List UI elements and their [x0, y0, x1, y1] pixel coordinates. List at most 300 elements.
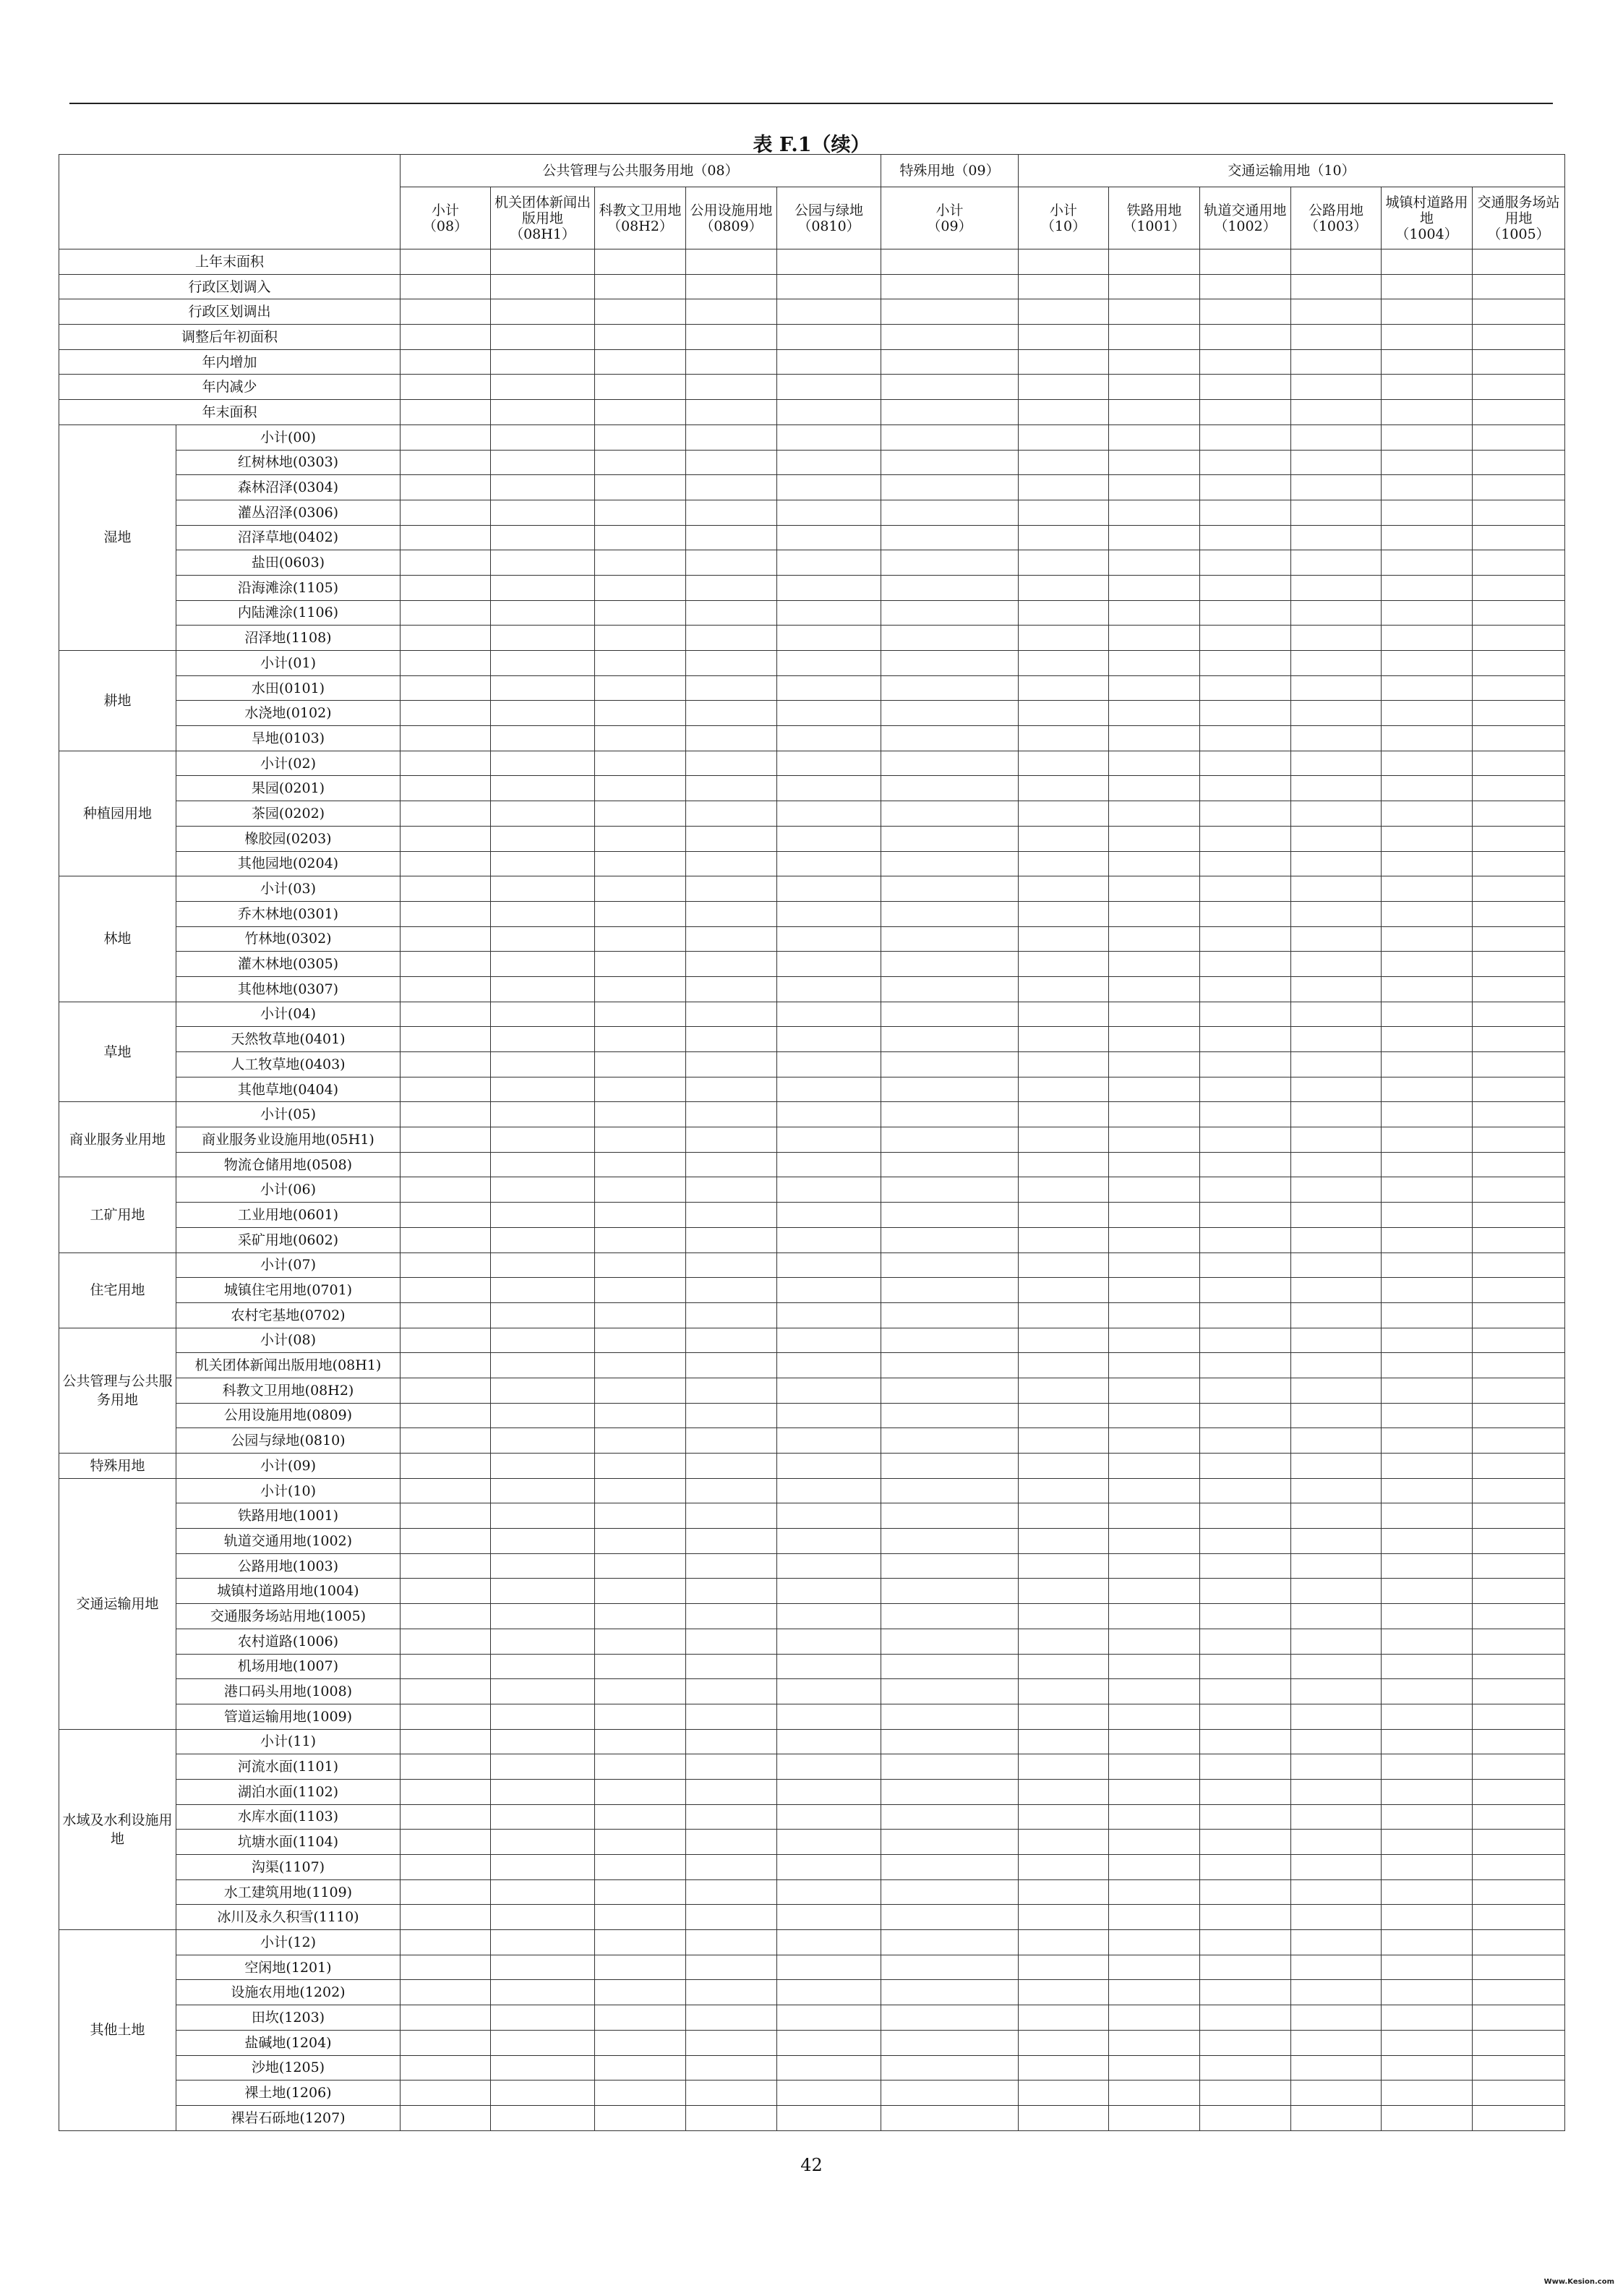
item-label: 其他园地(0204) — [176, 851, 401, 876]
data-cell — [1200, 675, 1291, 701]
data-cell — [1473, 1152, 1565, 1177]
data-cell — [1109, 1478, 1200, 1503]
data-cell — [595, 1754, 686, 1780]
data-cell — [401, 1654, 491, 1679]
summary-row-label: 调整后年初面积 — [59, 325, 401, 350]
data-cell — [1473, 1830, 1565, 1855]
data-cell — [1200, 299, 1291, 325]
data-cell — [1473, 400, 1565, 425]
item-label: 城镇村道路用地(1004) — [176, 1579, 401, 1604]
data-cell — [1382, 952, 1473, 977]
data-cell — [491, 1428, 595, 1454]
data-cell — [881, 675, 1019, 701]
column-header-name: 公路用地 — [1308, 202, 1363, 218]
data-cell — [777, 500, 881, 525]
data-cell — [595, 1553, 686, 1579]
data-cell — [401, 1955, 491, 1980]
data-cell — [1291, 1579, 1382, 1604]
table-row — [59, 1930, 1565, 1955]
data-cell — [1382, 1980, 1473, 2005]
data-cell — [777, 2055, 881, 2081]
data-cell — [881, 2005, 1019, 2031]
data-cell — [1019, 1855, 1109, 1880]
data-cell — [1473, 1353, 1565, 1378]
data-cell — [401, 2030, 491, 2055]
data-cell — [1109, 1102, 1200, 1127]
data-cell — [1200, 1102, 1291, 1127]
data-cell — [1473, 776, 1565, 801]
data-cell — [881, 1754, 1019, 1780]
table-row — [59, 600, 1565, 626]
table-row — [59, 1905, 1565, 1930]
data-cell — [1473, 349, 1565, 375]
data-cell — [491, 1227, 595, 1252]
data-cell — [1473, 1278, 1565, 1303]
data-cell — [686, 274, 777, 299]
data-cell — [881, 626, 1019, 651]
data-cell — [1473, 1203, 1565, 1228]
data-cell — [595, 500, 686, 525]
data-cell — [1200, 475, 1291, 500]
data-cell — [595, 2055, 686, 2081]
data-cell — [1291, 349, 1382, 375]
item-label: 机场用地(1007) — [176, 1654, 401, 1679]
data-cell — [1109, 952, 1200, 977]
data-cell — [1291, 2081, 1382, 2106]
data-cell — [686, 1754, 777, 1780]
item-label: 小计(05) — [176, 1102, 401, 1127]
data-cell — [595, 550, 686, 576]
data-cell — [777, 1830, 881, 1855]
data-cell — [491, 1378, 595, 1403]
data-cell — [686, 400, 777, 425]
item-label: 沙地(1205) — [176, 2055, 401, 2081]
data-cell — [1109, 651, 1200, 676]
data-cell — [1200, 1328, 1291, 1353]
data-cell — [1291, 801, 1382, 827]
data-cell — [881, 751, 1019, 776]
data-cell — [881, 1227, 1019, 1252]
table-row — [59, 675, 1565, 701]
table-row — [59, 1779, 1565, 1804]
data-cell — [1473, 550, 1565, 576]
data-cell — [1200, 1027, 1291, 1052]
data-cell — [1382, 400, 1473, 425]
data-cell — [595, 299, 686, 325]
data-cell — [1291, 1629, 1382, 1654]
data-cell — [1200, 1604, 1291, 1629]
data-cell — [881, 726, 1019, 751]
data-cell — [686, 1077, 777, 1102]
data-cell — [686, 1478, 777, 1503]
data-cell — [1109, 901, 1200, 926]
data-cell — [1019, 550, 1109, 576]
data-cell — [595, 901, 686, 926]
data-cell — [401, 651, 491, 676]
data-cell — [401, 776, 491, 801]
data-cell — [401, 1328, 491, 1353]
data-cell — [491, 2005, 595, 2031]
item-label: 物流仓储用地(0508) — [176, 1152, 401, 1177]
item-label: 港口码头用地(1008) — [176, 1679, 401, 1704]
data-cell — [1473, 2030, 1565, 2055]
data-cell — [686, 1454, 777, 1479]
data-cell — [1019, 1779, 1109, 1804]
data-cell — [1109, 1077, 1200, 1102]
data-cell — [1382, 1227, 1473, 1252]
data-cell — [777, 776, 881, 801]
data-cell — [881, 651, 1019, 676]
data-cell — [1200, 1454, 1291, 1479]
data-cell — [1473, 525, 1565, 550]
data-cell — [1109, 550, 1200, 576]
data-cell — [1109, 1804, 1200, 1830]
data-cell — [401, 1804, 491, 1830]
data-cell — [1291, 1955, 1382, 1980]
data-cell — [595, 2005, 686, 2031]
data-cell — [777, 2005, 881, 2031]
data-cell — [401, 1478, 491, 1503]
data-cell — [595, 1177, 686, 1203]
data-cell — [1291, 1302, 1382, 1328]
data-cell — [1019, 274, 1109, 299]
data-cell — [1291, 1027, 1382, 1052]
column-header-code: （1004） — [1395, 226, 1458, 242]
data-cell — [1109, 1328, 1200, 1353]
data-cell — [881, 450, 1019, 475]
data-cell — [881, 1879, 1019, 1905]
table-row — [59, 1629, 1565, 1654]
data-cell — [1382, 249, 1473, 275]
data-cell — [401, 1353, 491, 1378]
data-cell — [1109, 1930, 1200, 1955]
data-cell — [1382, 1905, 1473, 1930]
data-cell — [1382, 2081, 1473, 2106]
data-cell — [1382, 726, 1473, 751]
data-cell — [881, 400, 1019, 425]
data-cell — [491, 550, 595, 576]
data-cell — [1019, 2105, 1109, 2130]
data-cell — [1200, 2105, 1291, 2130]
data-cell — [1109, 400, 1200, 425]
table-row — [59, 1203, 1565, 1228]
data-cell — [401, 1203, 491, 1228]
data-cell — [777, 1027, 881, 1052]
data-cell — [1109, 2055, 1200, 2081]
data-cell — [777, 1203, 881, 1228]
column-header-code: （08H2） — [607, 218, 673, 234]
data-cell — [686, 826, 777, 851]
data-cell — [401, 1454, 491, 1479]
data-cell — [1291, 424, 1382, 450]
item-label: 盐碱地(1204) — [176, 2030, 401, 2055]
data-cell — [777, 2030, 881, 2055]
data-cell — [401, 375, 491, 400]
data-cell — [491, 1779, 595, 1804]
data-cell — [401, 1102, 491, 1127]
item-label: 沟渠(1107) — [176, 1855, 401, 1880]
data-cell — [491, 1052, 595, 1077]
data-cell — [1019, 901, 1109, 926]
data-cell — [401, 550, 491, 576]
item-label: 果园(0201) — [176, 776, 401, 801]
data-cell — [401, 1127, 491, 1153]
data-cell — [1019, 575, 1109, 600]
summary-row-label: 行政区划调入 — [59, 274, 401, 299]
data-cell — [1382, 349, 1473, 375]
data-cell — [1473, 1955, 1565, 1980]
column-header — [1200, 187, 1291, 249]
data-cell — [1109, 1302, 1200, 1328]
data-cell — [1109, 274, 1200, 299]
table-row — [59, 500, 1565, 525]
table-row — [59, 1428, 1565, 1454]
data-cell — [1473, 274, 1565, 299]
data-cell — [1200, 1227, 1291, 1252]
column-header — [1473, 187, 1565, 249]
data-cell — [1291, 375, 1382, 400]
table-row — [59, 801, 1565, 827]
data-cell — [1473, 1102, 1565, 1127]
data-cell — [491, 751, 595, 776]
data-cell — [881, 1177, 1019, 1203]
data-cell — [881, 1930, 1019, 1955]
data-cell — [401, 1980, 491, 2005]
data-cell — [1382, 1503, 1473, 1529]
data-cell — [491, 2030, 595, 2055]
data-cell — [595, 876, 686, 902]
data-cell — [595, 1378, 686, 1403]
item-label: 管道运输用地(1009) — [176, 1704, 401, 1729]
data-cell — [1019, 475, 1109, 500]
item-label: 裸土地(1206) — [176, 2081, 401, 2106]
group-header-public: 公共管理与公共服务用地（08） — [401, 155, 881, 187]
data-cell — [686, 349, 777, 375]
table-row — [59, 1604, 1565, 1629]
data-cell — [401, 450, 491, 475]
data-cell — [595, 1328, 686, 1353]
data-cell — [881, 325, 1019, 350]
data-cell — [686, 1529, 777, 1554]
data-cell — [777, 600, 881, 626]
data-cell — [777, 701, 881, 726]
data-cell — [491, 1503, 595, 1529]
data-cell — [686, 450, 777, 475]
data-cell — [1291, 400, 1382, 425]
data-cell — [1382, 651, 1473, 676]
data-cell — [1291, 1879, 1382, 1905]
data-cell — [777, 550, 881, 576]
data-cell — [777, 952, 881, 977]
column-header — [686, 187, 777, 249]
data-cell — [1291, 751, 1382, 776]
table-row — [59, 1177, 1565, 1203]
data-cell — [777, 400, 881, 425]
data-cell — [777, 1729, 881, 1754]
data-cell — [1200, 1127, 1291, 1153]
data-cell — [1200, 626, 1291, 651]
table-row — [59, 1454, 1565, 1479]
data-cell — [686, 976, 777, 1002]
column-header-code: （08H1） — [510, 226, 575, 242]
data-cell — [1382, 1779, 1473, 1804]
table-row — [59, 1729, 1565, 1754]
data-cell — [777, 826, 881, 851]
data-cell — [491, 2105, 595, 2130]
category-label: 住宅用地 — [59, 1252, 176, 1328]
data-cell — [1473, 1378, 1565, 1403]
data-cell — [1382, 1102, 1473, 1127]
data-cell — [1291, 1102, 1382, 1127]
data-cell — [1473, 1704, 1565, 1729]
data-cell — [595, 1830, 686, 1855]
data-cell — [777, 726, 881, 751]
item-label: 灌丛沼泽(0306) — [176, 500, 401, 525]
data-cell — [595, 1152, 686, 1177]
data-cell — [401, 1378, 491, 1403]
data-cell — [491, 976, 595, 1002]
data-cell — [1382, 1804, 1473, 1830]
data-cell — [1019, 1529, 1109, 1554]
table-row — [59, 1378, 1565, 1403]
data-cell — [1382, 976, 1473, 1002]
data-cell — [1382, 274, 1473, 299]
data-cell — [1291, 1930, 1382, 1955]
data-cell — [686, 1905, 777, 1930]
data-cell — [1019, 1955, 1109, 1980]
data-cell — [595, 1077, 686, 1102]
item-label: 其他林地(0307) — [176, 976, 401, 1002]
data-cell — [401, 325, 491, 350]
data-cell — [1382, 1553, 1473, 1579]
summary-row-label: 上年末面积 — [59, 249, 401, 275]
data-cell — [1200, 1403, 1291, 1428]
item-label: 沼泽地(1108) — [176, 626, 401, 651]
data-cell — [1291, 525, 1382, 550]
data-cell — [595, 1227, 686, 1252]
data-cell — [777, 1177, 881, 1203]
data-cell — [491, 450, 595, 475]
data-cell — [1109, 600, 1200, 626]
item-label: 公路用地(1003) — [176, 1553, 401, 1579]
table-row — [59, 424, 1565, 450]
land-use-table — [59, 154, 1565, 2131]
data-cell — [491, 651, 595, 676]
data-cell — [1473, 1980, 1565, 2005]
data-cell — [491, 801, 595, 827]
data-cell — [595, 475, 686, 500]
item-label: 橡胶园(0203) — [176, 826, 401, 851]
data-cell — [401, 1077, 491, 1102]
data-cell — [1109, 1002, 1200, 1027]
data-cell — [595, 1428, 686, 1454]
data-cell — [686, 475, 777, 500]
data-cell — [1109, 926, 1200, 952]
data-cell — [401, 424, 491, 450]
data-cell — [1473, 1879, 1565, 1905]
data-cell — [881, 1353, 1019, 1378]
data-cell — [1200, 1729, 1291, 1754]
data-cell — [686, 2005, 777, 2031]
data-cell — [1473, 1654, 1565, 1679]
data-cell — [1109, 500, 1200, 525]
data-cell — [1382, 600, 1473, 626]
data-cell — [1200, 926, 1291, 952]
data-cell — [686, 1302, 777, 1328]
data-cell — [1291, 1454, 1382, 1479]
data-cell — [1382, 1679, 1473, 1704]
data-cell — [595, 926, 686, 952]
data-cell — [1382, 1604, 1473, 1629]
data-cell — [1109, 801, 1200, 827]
data-cell — [1109, 475, 1200, 500]
data-cell — [686, 1127, 777, 1153]
data-cell — [1291, 1529, 1382, 1554]
data-cell — [1382, 1729, 1473, 1754]
data-cell — [777, 876, 881, 902]
item-label: 小计(06) — [176, 1177, 401, 1203]
data-cell — [1473, 1428, 1565, 1454]
data-cell — [401, 500, 491, 525]
item-label: 轨道交通用地(1002) — [176, 1529, 401, 1554]
data-cell — [1473, 1779, 1565, 1804]
data-cell — [777, 1278, 881, 1303]
data-cell — [595, 1102, 686, 1127]
data-cell — [1109, 1855, 1200, 1880]
data-cell — [401, 1252, 491, 1278]
data-cell — [686, 1102, 777, 1127]
data-cell — [1382, 1930, 1473, 1955]
data-cell — [1109, 299, 1200, 325]
column-header-name: 轨道交通用地 — [1204, 202, 1287, 218]
category-label: 交通运输用地 — [59, 1478, 176, 1729]
data-cell — [595, 274, 686, 299]
data-cell — [1109, 1905, 1200, 1930]
data-cell — [777, 2081, 881, 2106]
data-cell — [1473, 826, 1565, 851]
data-cell — [1200, 1428, 1291, 1454]
data-cell — [777, 325, 881, 350]
data-cell — [777, 1127, 881, 1153]
data-cell — [777, 1328, 881, 1353]
table-row — [59, 851, 1565, 876]
data-cell — [686, 1704, 777, 1729]
data-cell — [686, 1579, 777, 1604]
data-cell — [1019, 1252, 1109, 1278]
data-cell — [401, 1152, 491, 1177]
data-cell — [881, 851, 1019, 876]
data-cell — [686, 626, 777, 651]
data-cell — [686, 1278, 777, 1303]
data-cell — [1200, 249, 1291, 275]
table-row — [59, 2055, 1565, 2081]
data-cell — [1291, 952, 1382, 977]
data-cell — [595, 1252, 686, 1278]
data-cell — [491, 1930, 595, 1955]
data-cell — [1473, 626, 1565, 651]
data-cell — [1019, 1027, 1109, 1052]
data-cell — [491, 1754, 595, 1780]
data-cell — [1382, 1454, 1473, 1479]
item-label: 农村道路(1006) — [176, 1629, 401, 1654]
data-cell — [1019, 1930, 1109, 1955]
item-label: 其他草地(0404) — [176, 1077, 401, 1102]
data-cell — [1019, 651, 1109, 676]
data-cell — [1473, 249, 1565, 275]
data-cell — [1019, 726, 1109, 751]
data-cell — [1109, 1879, 1200, 1905]
data-cell — [1382, 701, 1473, 726]
